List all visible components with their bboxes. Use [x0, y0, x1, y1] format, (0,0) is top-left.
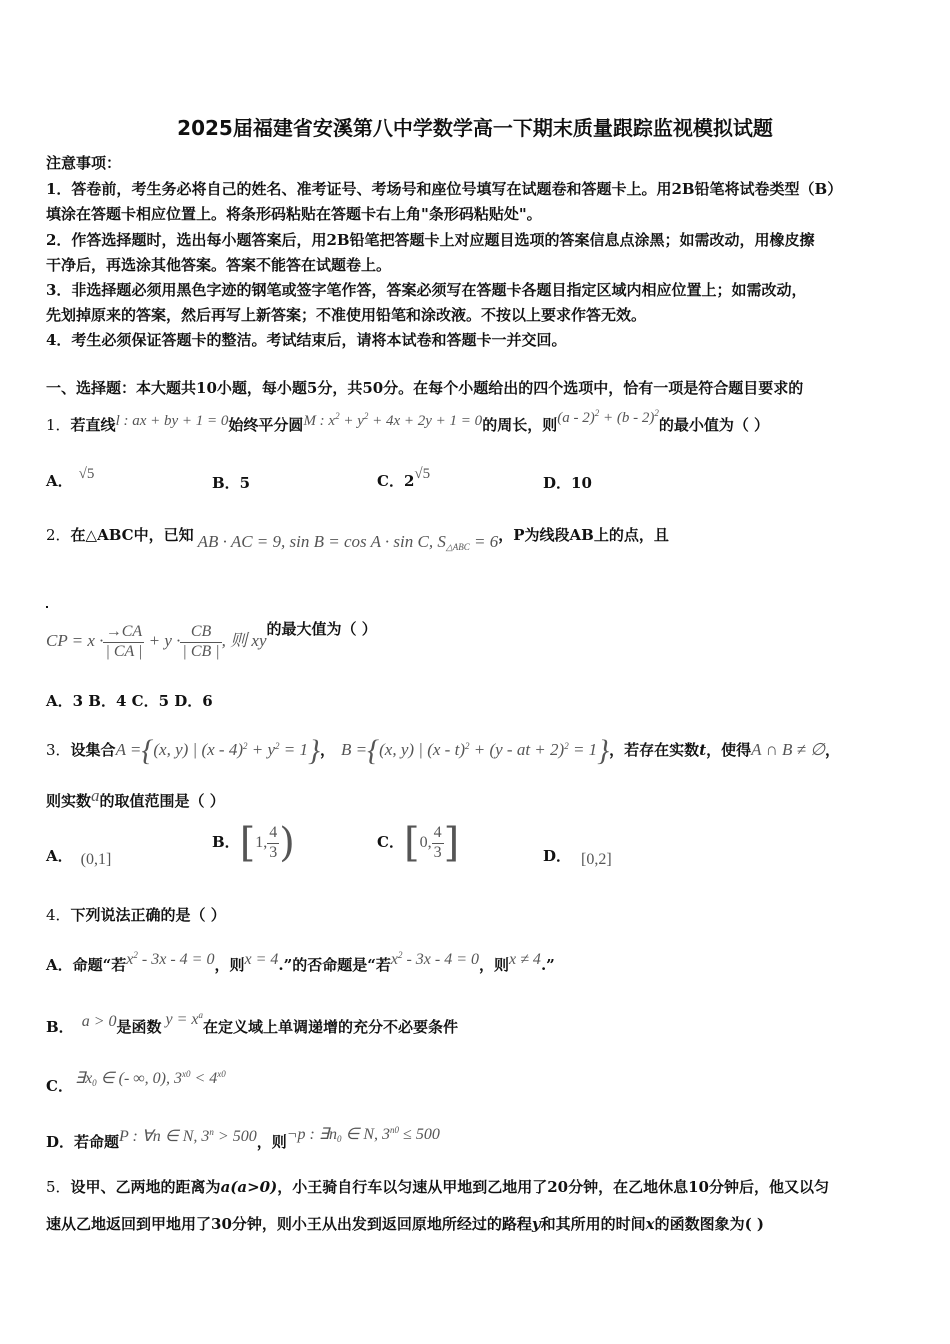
q2-conditions — [198, 532, 499, 551]
q2-text-1: 在△ABC中，已知 — [70, 526, 194, 544]
notice-item-2-line-1: 2．作答选择题时，选出每小题答案后，用2B铅笔把答题卡上对应题目选项的答案信息点涂黑；如需改动，用橡皮擦 — [46, 231, 815, 249]
q1-circle-eq-a: M : x — [303, 413, 336, 429]
q3-option-a-label: A． — [46, 847, 73, 865]
q4-a-eq-3: $x^2 - 3x - 4 = 0$ — [390, 950, 480, 968]
q3-option-c-close: ] — [443, 820, 460, 866]
notice-item-3-line-1: 3．非选择题必须用黑色字迹的钢笔或签字笔作答，答案必须写在答题卡各题目指定区域内相应位置上；如需改动， — [46, 281, 807, 299]
q3-option-b-frac — [267, 824, 279, 862]
q4-d-notp-main: ¬p : ∃n — [286, 1126, 337, 1143]
q4-option-a — [46, 950, 555, 975]
q4-a-text-2: ，则 — [214, 956, 245, 974]
q2-frac-cb — [180, 623, 221, 661]
q3-set-b-c: + (y - at + 2) — [469, 739, 565, 759]
notice-item-4: 4．考生必须保证答题卡的整洁。考试结束后，请将本试卷和答题卡一并交回。 — [46, 331, 567, 349]
q4-b-eq-1: a > 0 — [81, 1013, 117, 1030]
q4-a-text-5: .” — [540, 956, 555, 974]
q5-number: 5． — [46, 1178, 71, 1196]
q1-line-eq: l : ax + by + 1 = 0 — [115, 413, 229, 429]
q1-option-a-value: √5 — [78, 466, 95, 482]
q1-option-c-label: C．2 — [377, 472, 415, 490]
q3-brace-open-a: { — [141, 734, 154, 767]
q1-sq-1: 2 — [335, 411, 340, 421]
q2-vector-line — [46, 618, 377, 661]
q2-frac-ca-den: | CA | — [105, 642, 143, 660]
q1-option-c — [377, 466, 430, 491]
q4-c-exists: ∃x — [74, 1070, 93, 1087]
q2-frac-ca-num: →CA — [103, 623, 144, 642]
q5-text-1a: 设甲、乙两地的距离为 — [70, 1178, 221, 1196]
q4-option-b — [46, 1010, 458, 1037]
q4-option-d — [46, 1124, 440, 1152]
q4-d-notp-end: ≤ 500 — [399, 1126, 440, 1143]
notice-item-1-line-2: 填涂在答题卡相应位置上。将条形码粘贴在答题卡右上角"条形码粘贴处"。 — [46, 205, 542, 223]
q4-c-domain: ∈ (- ∞, 0), 3 — [96, 1070, 182, 1087]
q1-text-3: 的周长，则 — [482, 416, 558, 434]
q2-plus-y: + y · — [144, 631, 181, 650]
q3-option-b-num: 4 — [267, 824, 279, 843]
q4-d-p-end: > 500 — [213, 1128, 257, 1145]
q4-c-exp-2-sub: 0 — [221, 1069, 226, 1079]
q4-a-eq-2: x = 4 — [244, 951, 279, 968]
q2-frac-cb-den: | CB | — [182, 642, 220, 660]
q3-number: 3． — [46, 740, 71, 759]
q3-option-c — [377, 820, 459, 866]
q3-option-b-low: 1, — [255, 834, 268, 851]
q4-c-exp-1-var: x — [182, 1069, 186, 1079]
q3-option-c-num: 4 — [432, 824, 444, 843]
q1-number: 1． — [46, 416, 71, 434]
q3-set-b-d: = 1 — [568, 739, 598, 759]
q3-option-c-den: 3 — [433, 843, 442, 861]
q2-conditions-main: AB · AC = 9, sin B = cos A · sin C, S — [197, 532, 446, 551]
q4-b-label: B． — [46, 1018, 74, 1036]
q3-text-1: 设集合 — [70, 740, 116, 759]
q3-option-b-label: B． — [212, 833, 240, 851]
q3-set-a-b: (x, y) | (x - 4) — [153, 739, 243, 759]
q4-b-eq-2 — [166, 1011, 204, 1028]
q2-frac-ca — [103, 623, 144, 661]
question-1 — [46, 408, 769, 435]
q4-d-p — [119, 1128, 257, 1145]
notice-item-3-line-2: 先划掉原来的答案，然后再写上新答案；不准使用铅笔和涂改液。不按以上要求作答无效。 — [46, 306, 647, 324]
q4-c-exp-1 — [182, 1069, 191, 1079]
q3-text-4: ，使得 — [706, 740, 752, 759]
q3-text-2: ， — [320, 740, 336, 759]
q3-intersection: A ∩ B ≠ ∅ — [751, 739, 826, 759]
q4-d-notp-exp: n0 — [390, 1125, 400, 1135]
q1-circle-eq-c: + 4x + 2y + 1 = 0 — [368, 413, 483, 429]
q3-set-b-b: (x, y) | (x - t) — [379, 739, 465, 759]
q5-text-2c: 的函数图象为( ) — [654, 1215, 764, 1233]
q4-a-eq-1a: x — [126, 951, 134, 968]
q4-c-exp-2 — [217, 1069, 226, 1079]
question-4 — [46, 904, 226, 925]
q1-circle-eq-b: + y — [339, 413, 364, 429]
q4-c-expr — [75, 1070, 226, 1087]
q2-triangle-sub: △ABC — [445, 542, 470, 552]
q4-d-label: D．若命题 — [46, 1133, 120, 1151]
q1-option-b: B．5 — [212, 474, 251, 492]
q4-c-sub-1: 0 — [92, 1078, 97, 1088]
q1-option-c-value: √5 — [414, 466, 431, 482]
q5-distance: a(a>0) — [220, 1178, 278, 1196]
q4-a-eq-1b: - 3x - 4 = 0 — [137, 951, 215, 968]
q2-text-2: ，P为线段AB上的点，且 — [498, 526, 669, 544]
q3-var-t: t — [699, 740, 707, 759]
q2-conditions-end: = 6 — [469, 532, 499, 551]
q3-option-b-den: 3 — [269, 843, 278, 861]
q1-sq-4: 2 — [654, 408, 659, 418]
q3-set-a: A ={(x, y) | $(x - 4)^2 + y^2 = 1$} — [115, 734, 321, 767]
q3-set-a-d: = 1 — [279, 739, 309, 759]
q3-set-a-label: A = — [115, 739, 142, 759]
q3-text-5: ， — [825, 740, 841, 759]
q4-b-text-2: 在定义域上单调递增的充分不必要条件 — [203, 1018, 459, 1036]
q4-c-exp-2-var: x — [217, 1069, 222, 1079]
q2-number: 2． — [46, 526, 71, 544]
q2-text-3: 的最大值为（ ） — [266, 620, 377, 638]
q3-option-d — [543, 845, 612, 869]
q4-b-exp: a — [198, 1010, 203, 1020]
q4-b-text-1: 是函数 — [116, 1018, 162, 1036]
q4-a-text-4: ，则 — [479, 956, 510, 974]
q1-text-1: 若直线 — [70, 416, 116, 434]
q3-text-6: 则实数 — [46, 792, 92, 810]
q5-text-2b: 和其所用的时间 — [540, 1215, 646, 1233]
q3-text-3: ，若存在实数 — [609, 740, 700, 759]
q4-d-notp-sub: 0 — [336, 1134, 342, 1144]
q4-a-eq-1: $x^2 - 3x - 4 = 0$ — [126, 950, 215, 968]
q4-a-eq-4: x ≠ 4 — [509, 951, 541, 968]
q3-option-b-close: ) — [279, 820, 295, 866]
q1-sq-2: 2 — [363, 411, 369, 421]
q3-text-7: 的取值范围是（ ） — [99, 792, 225, 810]
q4-b-eq-2a: y = x — [165, 1011, 199, 1028]
q2-frac-cb-num: CB — [180, 623, 221, 642]
q1-expr-a: (a - 2) — [557, 410, 595, 426]
q3-brace-close-a: } — [308, 734, 321, 767]
q4-d-text-2: ，则 — [256, 1133, 287, 1151]
q1-text-2: 始终平分圆 — [228, 416, 304, 434]
question-3 — [46, 734, 840, 768]
q4-c-exp-1-sub: 0 — [186, 1069, 191, 1079]
q1-sq-3: 2 — [594, 408, 600, 418]
q4-c-label: C． — [46, 1077, 73, 1095]
q3-set-a-c: + y — [247, 739, 276, 759]
q3-option-b — [212, 820, 295, 866]
q3-option-c-frac — [432, 824, 444, 862]
q3-option-c-label: C． — [377, 833, 404, 851]
q5-text-1c: ，小王骑自行车以匀速从甲地到乙地用了20分钟，在乙地休息10分钟后，他又以匀 — [277, 1178, 829, 1196]
q1-option-a-label: A． — [46, 472, 73, 490]
q1-text-4: 的最小值为（ ） — [658, 416, 770, 434]
q4-d-p-main: P : ∀n ∈ N, 3 — [119, 1128, 210, 1145]
notice-item-2-line-2: 干净后，再选涂其他答案。答案不能答在试题卷上。 — [46, 256, 392, 274]
q4-number: 4． — [46, 906, 71, 924]
q1-circle-eq — [303, 413, 482, 429]
q4-d-p-exp: n — [209, 1127, 214, 1137]
q5-var-y: y — [531, 1215, 541, 1233]
q4-a-eq-3b: - 3x - 4 = 0 — [402, 951, 480, 968]
q4-d-notp — [287, 1126, 440, 1143]
question-2 — [46, 524, 669, 553]
question-5-line-2 — [46, 1213, 764, 1234]
q4-d-notp-mid: ∈ N, 3 — [341, 1126, 391, 1143]
q4-c-compare: < 4 — [190, 1070, 218, 1087]
q1-target-expr — [557, 410, 659, 426]
q2-xy: , 则 xy — [221, 631, 267, 650]
q1-option-a — [46, 466, 94, 491]
page-title: 2025届福建省安溪第八中学数学高一下期末质量跟踪监视模拟试题 — [177, 116, 773, 140]
section-heading: 一、选择题：本大题共10小题，每小题5分，共50分。在每个小题给出的四个选项中，恰有一项是符合题目要求的 — [46, 379, 804, 397]
q4-option-c — [46, 1068, 226, 1096]
q4-a-label: A．命题“若 — [46, 956, 127, 974]
q5-var-x: x — [645, 1215, 655, 1233]
q1-expr-b: + (b - 2) — [599, 410, 655, 426]
q3-option-b-open: [ — [239, 820, 256, 866]
q4-text-1: 下列说法正确的是（ ） — [70, 906, 226, 924]
q3-brace-close-b: } — [597, 734, 610, 767]
q3-set-b-label: B = — [341, 739, 368, 759]
q2-cp-expr: CP = x · — [46, 631, 104, 650]
q3-brace-open-b: { — [367, 734, 380, 767]
question-5-line-1 — [46, 1176, 829, 1197]
q3-option-a-value: (0,1] — [80, 851, 112, 868]
q3-option-c-open: [ — [403, 820, 420, 866]
q1-option-d: D．10 — [543, 474, 592, 492]
q4-a-text-3: .”的否命题是“若 — [278, 956, 391, 974]
q3-option-c-low: 0, — [419, 834, 432, 851]
q3-line-2 — [46, 786, 225, 811]
notice-heading: 注意事项： — [46, 154, 122, 172]
q5-text-2a: 速从乙地返回到甲地用了30分钟，则小王从出发到返回原地所经过的路程 — [46, 1215, 532, 1233]
q2-dot — [46, 606, 48, 608]
q3-option-a — [46, 845, 111, 869]
q3-option-d-value: [0,2] — [581, 851, 612, 868]
q4-a-eq-3a: x — [390, 951, 398, 968]
q3-set-b: B ={(x, y) | (x - t)$^2$ + (y - at + 2)$^2$ = 1} — [341, 734, 610, 767]
notice-item-1-line-1: 1．答卷前，考生务必将自己的姓名、准考证号、考场号和座位号填写在试题卷和答题卡上。用2B铅笔将试卷类型（B） — [46, 180, 843, 198]
q2-options: A．3 B．4 C．5 D．6 — [46, 692, 213, 710]
q3-var-a: a — [91, 786, 100, 805]
q3-option-d-label: D． — [543, 847, 572, 865]
